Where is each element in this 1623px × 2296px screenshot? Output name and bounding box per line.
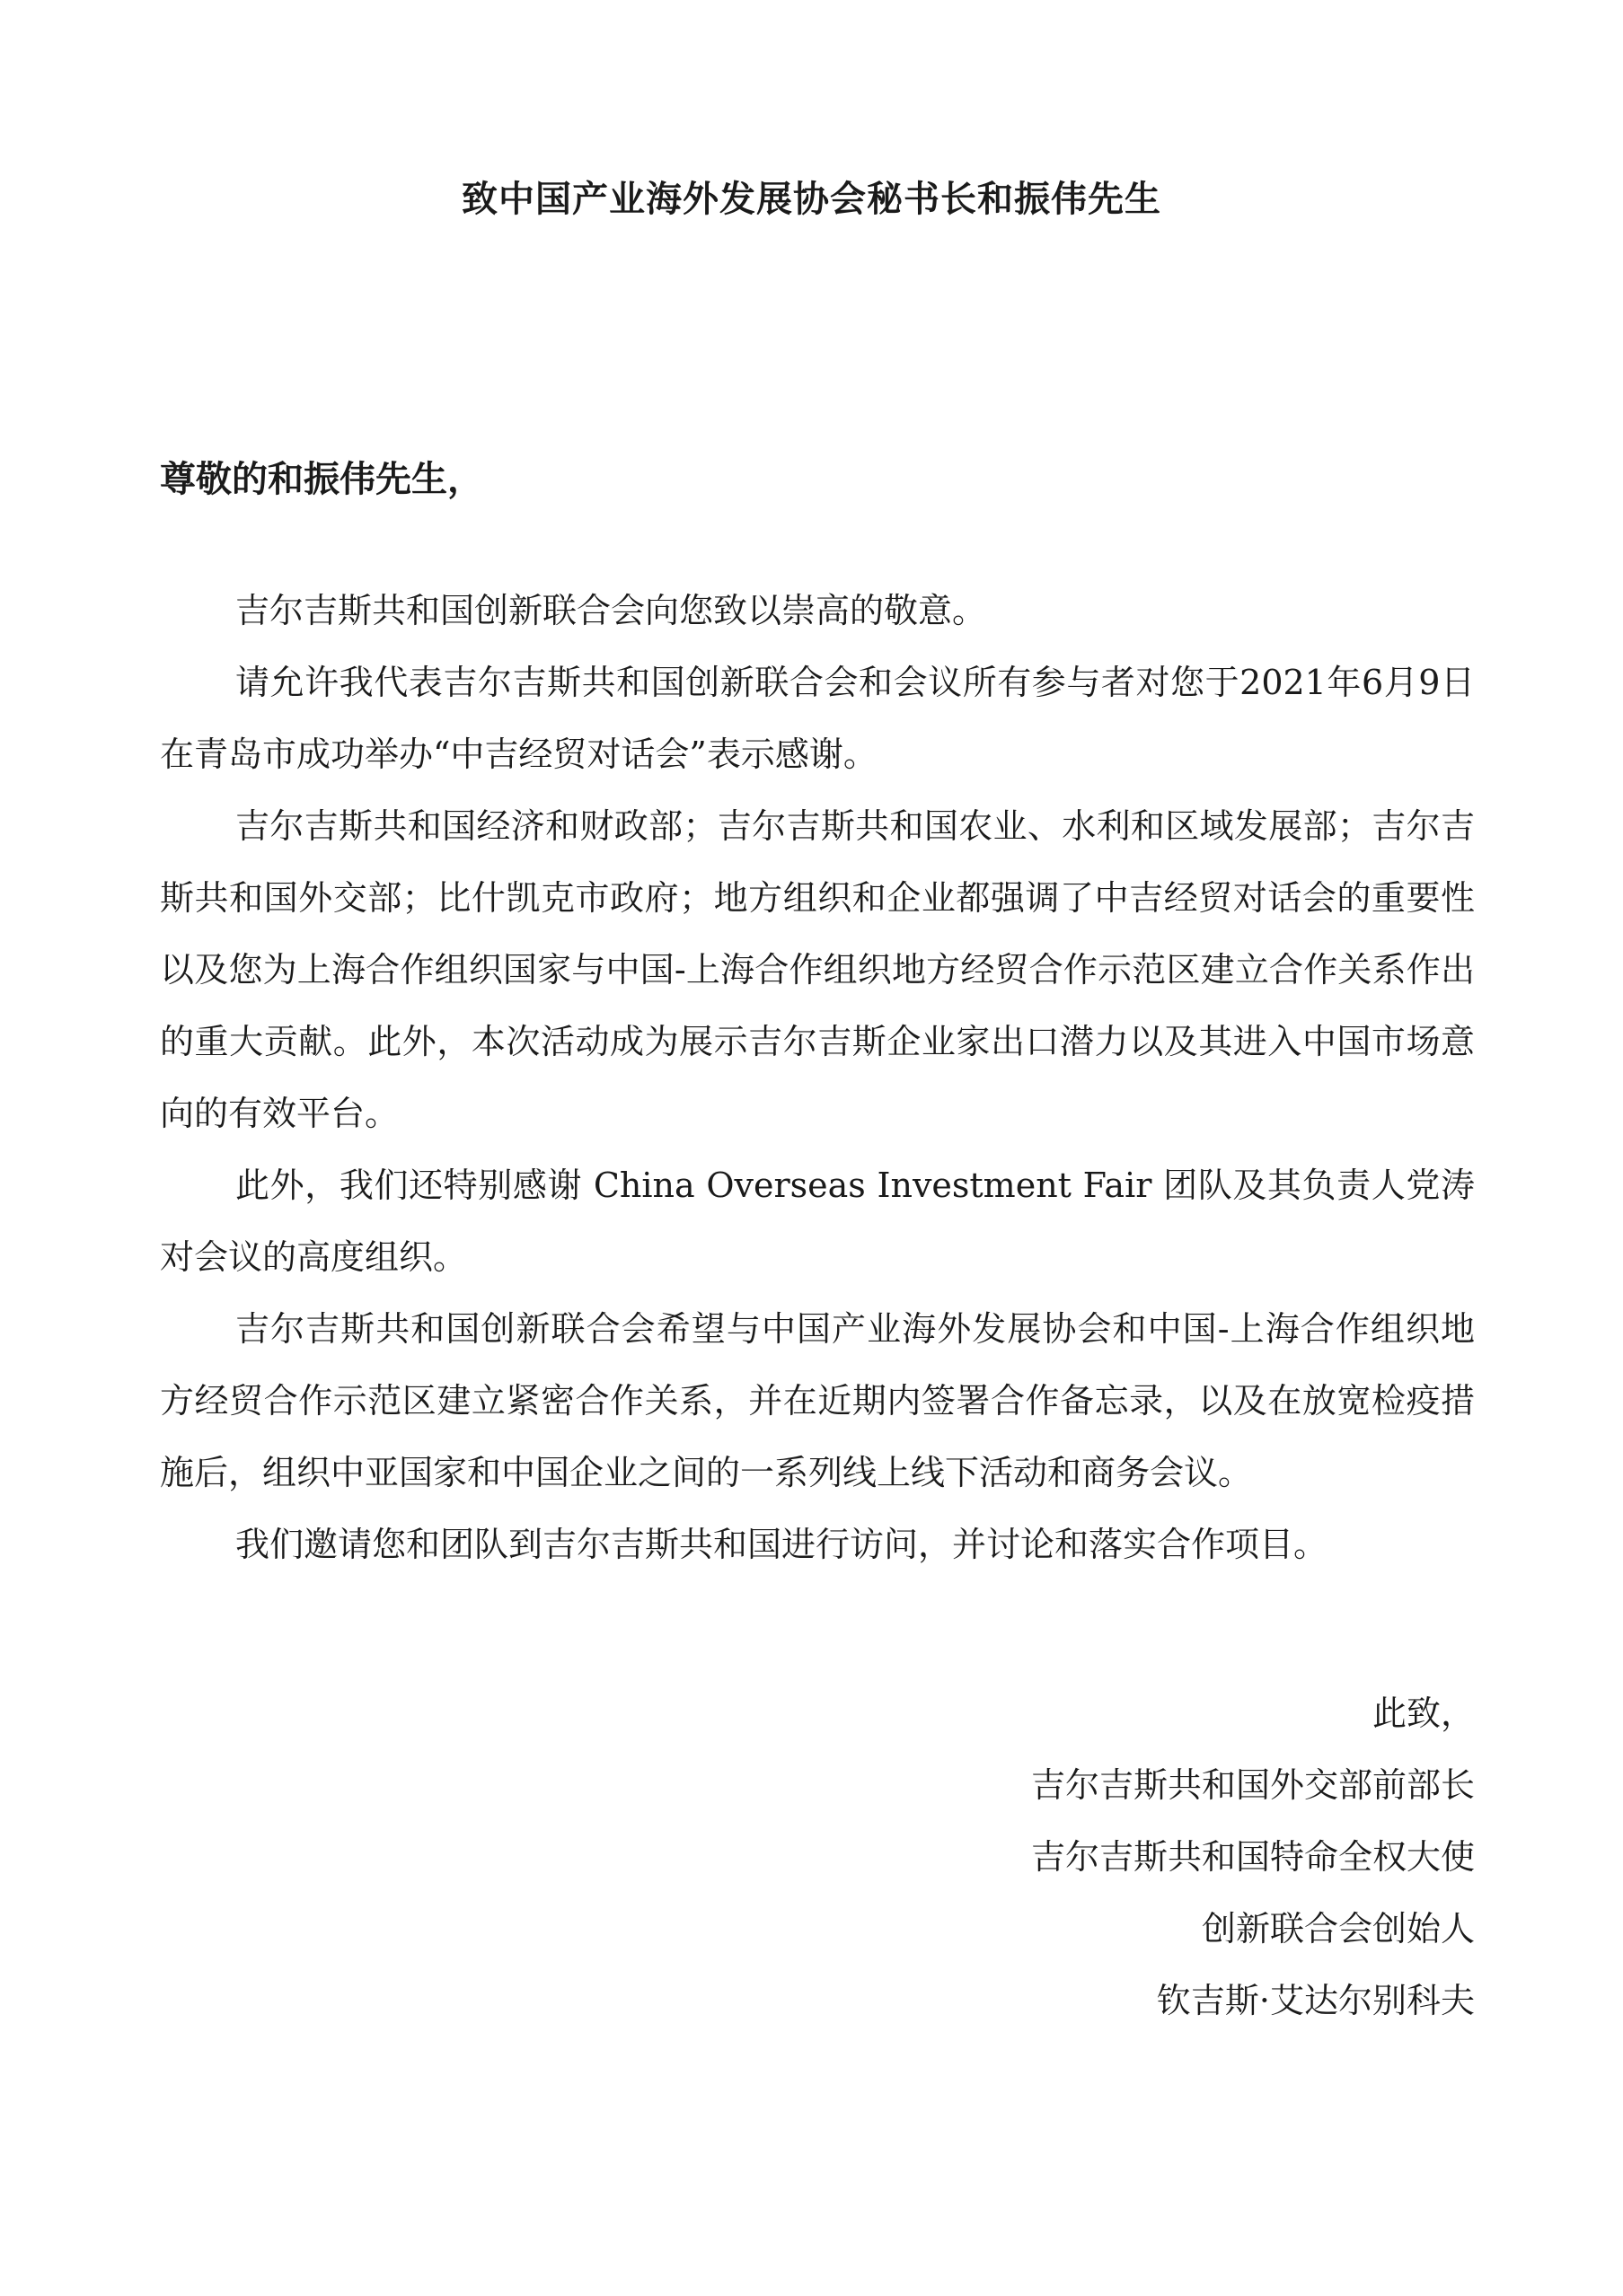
signer-title-ambassador: 吉尔吉斯共和国特命全权大使	[1030, 1837, 1475, 1877]
letter-title: 致中国产业海外发展协会秘书长和振伟先生	[462, 178, 1161, 220]
signer-title-founder: 创新联合会创始人	[1201, 1909, 1475, 1949]
closing-regards: 此致，	[1372, 1693, 1475, 1733]
signer-title-former-minister: 吉尔吉斯共和国外交部前部长	[1030, 1765, 1475, 1805]
salutation: 尊敬的和振伟先生，	[160, 458, 483, 500]
paragraph-invitation: 我们邀请您和团队到吉尔吉斯共和国进行访问，并讨论和落实合作项目。	[235, 1525, 1328, 1564]
paragraph-greeting: 吉尔吉斯共和国创新联合会向您致以崇高的敬意。	[235, 591, 987, 630]
paragraph-contribution: 吉尔吉斯共和国经济和财政部；吉尔吉斯共和国农业、水利和区域发展部；吉尔吉斯共和国外交部；比什凯克市政府；地方组织和企业都强调了中吉经贸对话会的重要性以及您为上海合作组织国家与中国-上海合作组织地方经贸合作示范区建立合作关系作出的重大贡献。此外，本次活动成为展示吉尔吉斯企业家出口潜力以及其进入中国市场意向的有效平台。	[160, 806, 1475, 1133]
signature-block	[1031, 1677, 1475, 2036]
paragraph-team-thanks: 此外，我们还特别感谢 China Overseas Investment Fair 团队及其负责人党涛对会议的高度组织。	[160, 1166, 1475, 1277]
signer-name: 钦吉斯·艾达尔别科夫	[1156, 1981, 1475, 2020]
letter-body	[160, 575, 1475, 1580]
paragraph-cooperation: 吉尔吉斯共和国创新联合会希望与中国产业海外发展协会和中国-上海合作组织地方经贸合作示范区建立紧密合作关系，并在近期内签署合作备忘录，以及在放宽检疫措施后，组织中亚国家和中国企业之间的一系列线上线下活动和商务会议。	[160, 1309, 1475, 1492]
paragraph-thanks: 请允许我代表吉尔吉斯共和国创新联合会和会议所有参与者对您于2021年6月9日在青岛市成功举办“中吉经贸对话会”表示感谢。	[160, 663, 1475, 774]
